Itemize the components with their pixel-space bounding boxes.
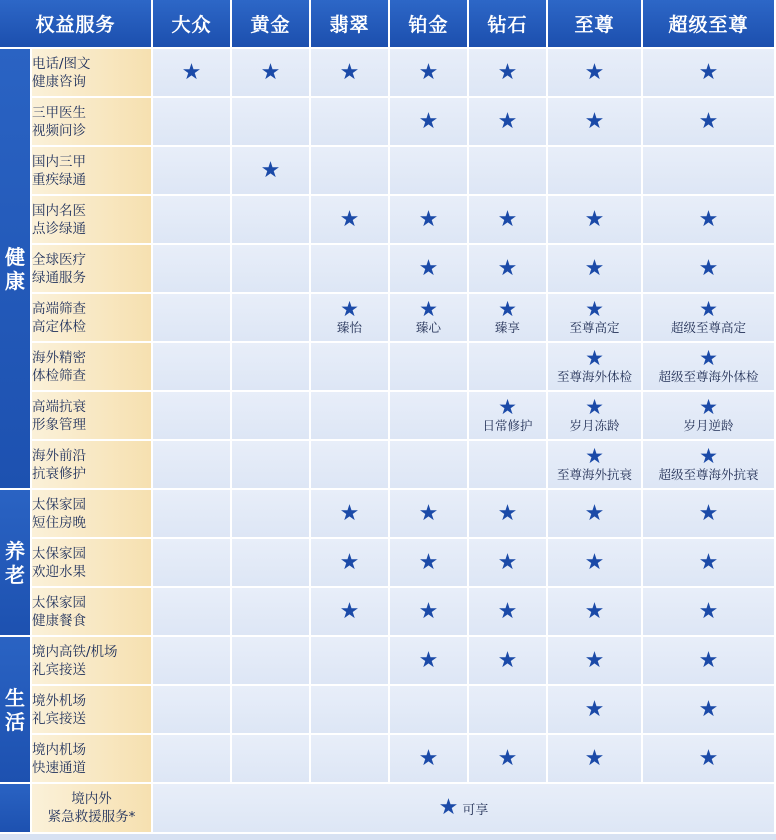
benefit-cell bbox=[548, 637, 643, 686]
service-name bbox=[32, 784, 153, 834]
benefit-cell bbox=[548, 294, 643, 343]
star-icon: ★ bbox=[699, 444, 718, 468]
service-name-line: 短住房晚 bbox=[32, 514, 86, 531]
benefit-cell bbox=[390, 196, 469, 245]
benefit-cell bbox=[469, 441, 548, 490]
category-label bbox=[0, 637, 32, 784]
star-icon: ★ bbox=[584, 696, 605, 722]
service-name-line: 国内名医 bbox=[32, 202, 86, 219]
service-name-line: 健康咨询 bbox=[32, 73, 86, 90]
star-icon: ★ bbox=[418, 598, 439, 624]
star-icon: ★ bbox=[698, 696, 719, 722]
benefit-cell bbox=[153, 588, 232, 637]
benefit-cell bbox=[311, 490, 390, 539]
benefit-cell bbox=[311, 539, 390, 588]
benefit-cell bbox=[390, 245, 469, 294]
service-name-line: 海外前沿 bbox=[32, 447, 86, 464]
star-icon: ★ bbox=[698, 745, 719, 771]
benefit-cell bbox=[643, 343, 776, 392]
star-icon: ★ bbox=[698, 549, 719, 575]
service-name-line: 抗衰修护 bbox=[32, 465, 86, 482]
service-name bbox=[32, 490, 153, 539]
benefit-cell bbox=[153, 343, 232, 392]
benefit-cell bbox=[232, 98, 311, 147]
benefit-cell bbox=[232, 343, 311, 392]
star-icon: ★ bbox=[418, 500, 439, 526]
star-icon: ★ bbox=[698, 59, 719, 85]
benefit-cell bbox=[548, 49, 643, 98]
star-icon: ★ bbox=[584, 59, 605, 85]
category-label-text: 健康 bbox=[5, 244, 25, 293]
benefit-cell bbox=[311, 294, 390, 343]
benefit-cell bbox=[232, 588, 311, 637]
table-row bbox=[0, 637, 776, 686]
star-icon: ★ bbox=[584, 598, 605, 624]
benefit-note: 至尊海外体检 bbox=[557, 369, 633, 384]
benefit-cell bbox=[390, 490, 469, 539]
benefit-cell bbox=[232, 294, 311, 343]
star-icon: ★ bbox=[438, 795, 459, 820]
benefit-cell bbox=[548, 539, 643, 588]
category-label-text: 生活 bbox=[5, 685, 25, 734]
service-name-line: 健康餐食 bbox=[32, 612, 86, 629]
service-name bbox=[32, 245, 153, 294]
star-icon: ★ bbox=[698, 206, 719, 232]
benefit-cell bbox=[469, 294, 548, 343]
emergency-cell bbox=[153, 784, 776, 834]
service-name-line: 海外精密 bbox=[32, 349, 86, 366]
benefit-cell bbox=[153, 98, 232, 147]
benefit-cell bbox=[390, 392, 469, 441]
benefit-cell bbox=[390, 735, 469, 784]
benefit-cell bbox=[232, 196, 311, 245]
benefit-cell bbox=[390, 294, 469, 343]
benefit-note: 日常修护 bbox=[482, 418, 533, 433]
star-icon: ★ bbox=[497, 549, 518, 575]
benefit-cell bbox=[469, 147, 548, 196]
star-icon: ★ bbox=[585, 346, 604, 370]
benefit-cell bbox=[548, 147, 643, 196]
benefit-cell bbox=[390, 539, 469, 588]
benefit-cell bbox=[548, 735, 643, 784]
benefit-cell bbox=[311, 245, 390, 294]
star-icon: ★ bbox=[418, 206, 439, 232]
benefit-cell bbox=[232, 735, 311, 784]
service-name bbox=[32, 98, 153, 147]
benefit-cell bbox=[311, 98, 390, 147]
benefit-cell bbox=[390, 343, 469, 392]
table-row bbox=[0, 294, 776, 343]
benefit-cell bbox=[311, 147, 390, 196]
benefit-cell bbox=[548, 245, 643, 294]
category-label bbox=[0, 784, 32, 834]
benefit-cell bbox=[643, 98, 776, 147]
service-name-line: 太保家园 bbox=[32, 496, 86, 513]
star-icon: ★ bbox=[181, 59, 202, 85]
tier-header: 大众 bbox=[153, 0, 232, 49]
benefit-note: 至尊高定 bbox=[569, 320, 620, 335]
benefit-cell bbox=[390, 98, 469, 147]
benefit-cell bbox=[153, 490, 232, 539]
benefit-note: 超级至尊高定 bbox=[671, 320, 747, 335]
header-row bbox=[0, 0, 776, 49]
benefit-cell bbox=[548, 686, 643, 735]
service-name-line: 三甲医生 bbox=[32, 104, 86, 121]
benefit-cell bbox=[548, 98, 643, 147]
benefit-cell bbox=[153, 637, 232, 686]
benefit-cell bbox=[548, 490, 643, 539]
star-icon: ★ bbox=[497, 255, 518, 281]
star-icon: ★ bbox=[339, 206, 360, 232]
service-name-line: 全球医疗 bbox=[32, 251, 86, 268]
table-row bbox=[0, 735, 776, 784]
benefit-cell bbox=[643, 392, 776, 441]
table-row bbox=[0, 686, 776, 735]
table-row bbox=[0, 392, 776, 441]
benefit-cell bbox=[153, 441, 232, 490]
benefit-cell bbox=[643, 196, 776, 245]
benefit-cell bbox=[311, 392, 390, 441]
star-icon: ★ bbox=[699, 395, 718, 419]
benefit-cell bbox=[548, 343, 643, 392]
benefit-cell bbox=[643, 245, 776, 294]
star-icon: ★ bbox=[419, 297, 438, 321]
benefit-cell bbox=[469, 245, 548, 294]
star-icon: ★ bbox=[698, 108, 719, 134]
service-name bbox=[32, 539, 153, 588]
star-icon: ★ bbox=[584, 108, 605, 134]
benefit-cell bbox=[232, 637, 311, 686]
service-name-line: 体检筛查 bbox=[32, 367, 86, 384]
benefit-cell bbox=[153, 294, 232, 343]
benefit-cell bbox=[643, 539, 776, 588]
benefit-note: 至尊海外抗衰 bbox=[557, 467, 633, 482]
benefit-cell bbox=[643, 735, 776, 784]
benefit-cell bbox=[232, 441, 311, 490]
star-icon: ★ bbox=[339, 500, 360, 526]
star-icon: ★ bbox=[699, 297, 718, 321]
benefit-cell bbox=[469, 637, 548, 686]
benefit-cell bbox=[311, 637, 390, 686]
service-name bbox=[32, 686, 153, 735]
benefit-cell bbox=[643, 147, 776, 196]
star-icon: ★ bbox=[418, 549, 439, 575]
benefit-cell bbox=[469, 196, 548, 245]
star-icon: ★ bbox=[698, 255, 719, 281]
benefit-cell bbox=[469, 735, 548, 784]
benefit-note: 岁月冻龄 bbox=[569, 418, 620, 433]
benefit-cell bbox=[153, 245, 232, 294]
star-icon: ★ bbox=[339, 59, 360, 85]
tier-header: 超级至尊 bbox=[643, 0, 776, 49]
service-name bbox=[32, 392, 153, 441]
benefit-cell bbox=[469, 490, 548, 539]
benefit-cell bbox=[232, 147, 311, 196]
header-title: 权益服务 bbox=[0, 0, 153, 49]
star-icon: ★ bbox=[497, 108, 518, 134]
benefit-cell bbox=[390, 49, 469, 98]
star-icon: ★ bbox=[497, 745, 518, 771]
benefit-cell bbox=[153, 147, 232, 196]
star-icon: ★ bbox=[585, 395, 604, 419]
service-name-line: 礼宾接送 bbox=[32, 661, 86, 678]
benefit-cell bbox=[390, 588, 469, 637]
star-icon: ★ bbox=[698, 500, 719, 526]
star-icon: ★ bbox=[340, 297, 359, 321]
emergency-label: 可享 bbox=[462, 802, 489, 818]
benefit-note: 岁月逆龄 bbox=[683, 418, 734, 433]
table-row bbox=[0, 343, 776, 392]
service-name-line: 境外机场 bbox=[32, 692, 86, 709]
benefit-cell bbox=[153, 539, 232, 588]
table-row bbox=[0, 245, 776, 294]
table-row bbox=[0, 49, 776, 98]
service-name-line: 太保家园 bbox=[32, 594, 86, 611]
service-name-line: 境内机场 bbox=[32, 741, 86, 758]
benefit-cell bbox=[153, 49, 232, 98]
benefit-cell bbox=[469, 392, 548, 441]
category-label bbox=[0, 490, 32, 637]
benefit-cell bbox=[390, 686, 469, 735]
service-name-line: 高端筛查 bbox=[32, 300, 86, 317]
benefit-cell bbox=[153, 392, 232, 441]
star-icon: ★ bbox=[418, 59, 439, 85]
star-icon: ★ bbox=[584, 549, 605, 575]
service-name-line: 形象管理 bbox=[32, 416, 86, 433]
benefit-note: 臻享 bbox=[495, 320, 521, 335]
benefit-note: 超级至尊海外体检 bbox=[658, 369, 759, 384]
table-row bbox=[0, 196, 776, 245]
benefit-cell bbox=[153, 196, 232, 245]
category-label bbox=[0, 49, 32, 490]
star-icon: ★ bbox=[260, 59, 281, 85]
benefit-cell bbox=[643, 490, 776, 539]
service-name-line: 重疾绿通 bbox=[32, 171, 86, 188]
star-icon: ★ bbox=[698, 647, 719, 673]
benefit-note: 臻怡 bbox=[337, 320, 363, 335]
benefit-cell bbox=[311, 441, 390, 490]
benefit-cell bbox=[311, 686, 390, 735]
table-row bbox=[0, 588, 776, 637]
service-name bbox=[32, 343, 153, 392]
star-icon: ★ bbox=[497, 59, 518, 85]
table-row bbox=[0, 539, 776, 588]
service-name-line: 境内高铁/机场 bbox=[32, 643, 118, 660]
benefit-cell bbox=[232, 392, 311, 441]
service-name bbox=[32, 49, 153, 98]
service-name bbox=[32, 147, 153, 196]
tier-header: 翡翠 bbox=[311, 0, 390, 49]
tier-header: 黄金 bbox=[232, 0, 311, 49]
star-icon: ★ bbox=[498, 297, 517, 321]
star-icon: ★ bbox=[497, 206, 518, 232]
star-icon: ★ bbox=[584, 745, 605, 771]
tier-header: 钻石 bbox=[469, 0, 548, 49]
benefit-cell bbox=[548, 588, 643, 637]
benefit-cell bbox=[232, 686, 311, 735]
benefit-note: 超级至尊海外抗衰 bbox=[658, 467, 759, 482]
star-icon: ★ bbox=[497, 598, 518, 624]
star-icon: ★ bbox=[698, 598, 719, 624]
service-name-line: 点诊绿通 bbox=[32, 220, 86, 237]
service-name-line: 视频问诊 bbox=[32, 122, 86, 139]
star-icon: ★ bbox=[339, 598, 360, 624]
benefit-cell bbox=[390, 147, 469, 196]
star-icon: ★ bbox=[584, 255, 605, 281]
benefit-cell bbox=[469, 686, 548, 735]
star-icon: ★ bbox=[584, 206, 605, 232]
service-name-line: 高端抗衰 bbox=[32, 398, 86, 415]
benefit-cell bbox=[390, 637, 469, 686]
benefit-cell bbox=[232, 49, 311, 98]
table-row bbox=[0, 147, 776, 196]
service-name-line: 高定体检 bbox=[32, 318, 86, 335]
benefit-cell bbox=[232, 245, 311, 294]
star-icon: ★ bbox=[339, 549, 360, 575]
emergency-row bbox=[0, 784, 776, 834]
benefit-cell bbox=[232, 490, 311, 539]
service-name-line: 紧急救援服务* bbox=[47, 809, 136, 825]
tier-header: 至尊 bbox=[548, 0, 643, 49]
service-name-line: 国内三甲 bbox=[32, 153, 86, 170]
benefit-cell bbox=[643, 686, 776, 735]
benefit-cell bbox=[469, 98, 548, 147]
star-icon: ★ bbox=[418, 745, 439, 771]
benefit-cell bbox=[643, 637, 776, 686]
star-icon: ★ bbox=[584, 500, 605, 526]
star-icon: ★ bbox=[260, 157, 281, 183]
service-name-line: 太保家园 bbox=[32, 545, 86, 562]
benefit-cell bbox=[311, 735, 390, 784]
benefit-cell bbox=[548, 196, 643, 245]
star-icon: ★ bbox=[418, 647, 439, 673]
service-name-line: 欢迎水果 bbox=[32, 563, 86, 580]
benefit-cell bbox=[311, 49, 390, 98]
benefit-cell bbox=[643, 441, 776, 490]
service-name bbox=[32, 441, 153, 490]
benefit-cell bbox=[311, 588, 390, 637]
star-icon: ★ bbox=[497, 500, 518, 526]
star-icon: ★ bbox=[699, 346, 718, 370]
service-name-line: 礼宾接送 bbox=[32, 710, 86, 727]
table-row bbox=[0, 441, 776, 490]
table-row bbox=[0, 490, 776, 539]
star-icon: ★ bbox=[585, 444, 604, 468]
benefit-cell bbox=[311, 343, 390, 392]
benefit-cell bbox=[643, 294, 776, 343]
benefit-cell bbox=[390, 441, 469, 490]
benefit-cell bbox=[469, 49, 548, 98]
service-name-line: 电话/图文 bbox=[32, 55, 91, 72]
star-icon: ★ bbox=[585, 297, 604, 321]
benefit-cell bbox=[469, 343, 548, 392]
tier-header: 铂金 bbox=[390, 0, 469, 49]
benefit-note: 臻心 bbox=[416, 320, 442, 335]
service-name bbox=[32, 588, 153, 637]
star-icon: ★ bbox=[497, 647, 518, 673]
star-icon: ★ bbox=[584, 647, 605, 673]
benefit-cell bbox=[311, 196, 390, 245]
star-icon: ★ bbox=[498, 395, 517, 419]
service-name-line: 绿通服务 bbox=[32, 269, 86, 286]
category-label-text: 养老 bbox=[5, 538, 25, 587]
service-name bbox=[32, 196, 153, 245]
service-name-line: 境内外 bbox=[71, 791, 112, 807]
star-icon: ★ bbox=[418, 255, 439, 281]
benefit-cell bbox=[153, 735, 232, 784]
service-name bbox=[32, 735, 153, 784]
service-name bbox=[32, 637, 153, 686]
service-name-line: 快速通道 bbox=[32, 759, 86, 776]
benefit-cell bbox=[548, 392, 643, 441]
table-row bbox=[0, 98, 776, 147]
benefit-cell bbox=[469, 539, 548, 588]
benefit-cell bbox=[548, 441, 643, 490]
benefit-cell bbox=[232, 539, 311, 588]
benefit-cell bbox=[469, 588, 548, 637]
service-name bbox=[32, 294, 153, 343]
benefit-cell bbox=[643, 588, 776, 637]
benefit-cell bbox=[643, 49, 776, 98]
star-icon: ★ bbox=[418, 108, 439, 134]
benefit-cell bbox=[153, 686, 232, 735]
